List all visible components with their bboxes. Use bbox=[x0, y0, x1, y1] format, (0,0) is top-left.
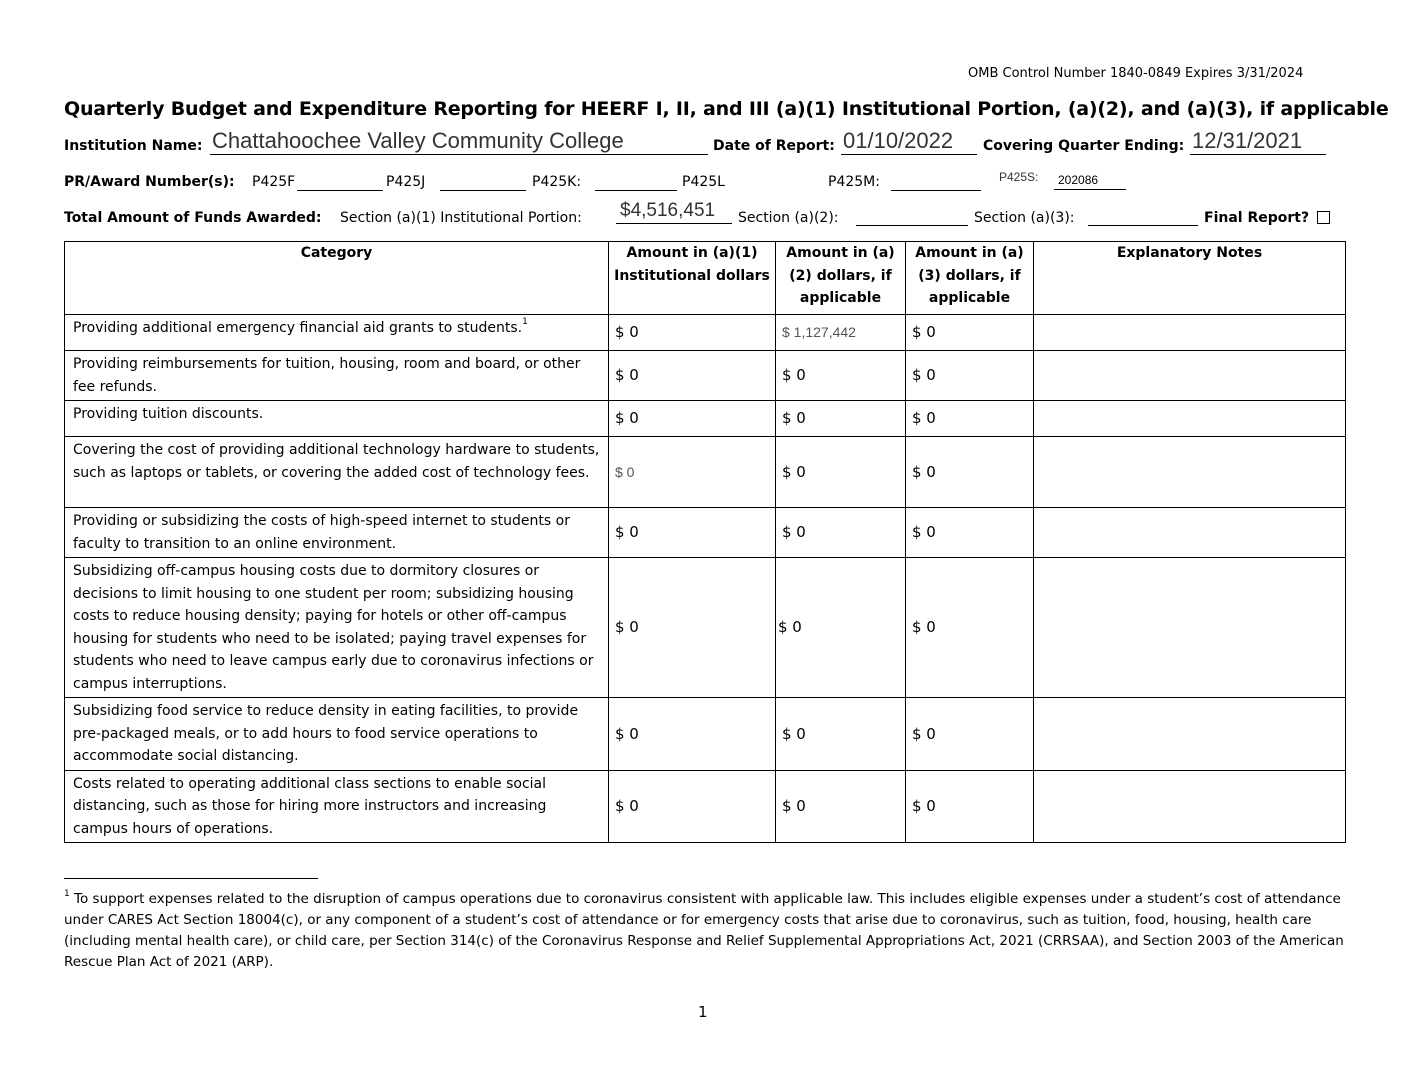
a3-amount-cell[interactable]: $ 0 bbox=[906, 770, 1034, 843]
category-cell: Subsidizing food service to reduce density in eating facilities, to provide pre-packaged meals, or to add hours to food service operations to accommodate social distancing. bbox=[65, 698, 609, 771]
institution-row bbox=[64, 128, 1344, 158]
header-a3: Amount in (a)(3) dollars, if applicable bbox=[906, 242, 1034, 315]
expenditure-table bbox=[64, 241, 1346, 843]
p425j-label: P425J bbox=[386, 174, 426, 190]
omb-control-number: OMB Control Number 1840-0849 Expires 3/31/2024 bbox=[968, 66, 1304, 81]
category-cell: Costs related to operating additional class sections to enable social distancing, such as those for hiring more instructors and increasing campus hours of operations. bbox=[65, 770, 609, 843]
footnote-text: To support expenses related to the disruption of campus operations due to coronavirus consistent with applicable law. This includes eligible expenses under a student’s cost of attendance under CARES Act Section 18004(c), or any component of a student’s cost of attendance or for emergency costs that arise due to coronavirus, such as tuition, food, housing, health care (including mental health care), or child care, per Section 314(c) of the Coronavirus Response and Relief Supplemental Appropriations Act, 2021 (CRRSAA), and Section 2003 of the American Rescue Plan Act of 2021 (ARP). bbox=[64, 891, 1344, 970]
category-cell: Providing reimbursements for tuition, housing, room and board, or other fee refunds. bbox=[65, 351, 609, 401]
header-a2: Amount in (a)(2) dollars, if applicable bbox=[776, 242, 906, 315]
table-row bbox=[65, 401, 1346, 437]
a3-amount-cell[interactable]: $ 0 bbox=[906, 351, 1034, 401]
a2-funds-field[interactable] bbox=[856, 225, 968, 226]
table-row bbox=[65, 770, 1346, 843]
award-label: PR/Award Number(s): bbox=[64, 174, 235, 190]
notes-cell[interactable] bbox=[1034, 698, 1346, 771]
table-header-row bbox=[65, 242, 1346, 315]
funds-label: Total Amount of Funds Awarded: bbox=[64, 210, 322, 226]
a1-amount-cell[interactable]: $ 0 bbox=[609, 351, 776, 401]
category-cell: Providing or subsidizing the costs of high-speed internet to students or faculty to transition to an online environment. bbox=[65, 508, 609, 558]
quarter-ending-label: Covering Quarter Ending: bbox=[983, 138, 1185, 154]
a3-amount-cell[interactable]: $ 0 bbox=[906, 508, 1034, 558]
institution-name-label: Institution Name: bbox=[64, 138, 203, 154]
notes-cell[interactable] bbox=[1034, 315, 1346, 351]
a1-label: Section (a)(1) Institutional Portion: bbox=[340, 210, 582, 226]
a1-amount-cell[interactable]: $ 0 bbox=[609, 698, 776, 771]
a2-amount-cell[interactable]: $ 1,127,442 bbox=[776, 315, 906, 351]
table-row bbox=[65, 508, 1346, 558]
p425j-field[interactable] bbox=[440, 190, 526, 191]
p425s-field[interactable]: 202086 bbox=[1058, 173, 1099, 187]
category-cell: Covering the cost of providing additional technology hardware to students, such as laptops or tablets, or covering the added cost of technology fees. bbox=[65, 437, 609, 508]
a3-amount-cell[interactable]: $ 0 bbox=[906, 698, 1034, 771]
p425m-label: P425M: bbox=[828, 174, 880, 190]
notes-cell[interactable] bbox=[1034, 401, 1346, 437]
quarter-ending-field[interactable]: 12/31/2021 bbox=[1192, 128, 1303, 153]
page-number: 1 bbox=[698, 1003, 708, 1021]
a2-amount-cell[interactable]: $ 0 bbox=[776, 351, 906, 401]
date-of-report-label: Date of Report: bbox=[713, 138, 835, 154]
p425k-field[interactable] bbox=[595, 190, 677, 191]
footnote bbox=[64, 889, 1348, 973]
institution-name-underline bbox=[210, 154, 708, 155]
a1-amount-cell[interactable]: $ 0 bbox=[609, 770, 776, 843]
a1-amount-cell[interactable]: $ 0 bbox=[609, 508, 776, 558]
page-title: Quarterly Budget and Expenditure Reporting for HEERF I, II, and III (a)(1) Institutional Portion, (a)(2), and (a)(3), if applicable bbox=[64, 98, 1389, 120]
a3-label: Section (a)(3): bbox=[974, 210, 1075, 226]
notes-cell[interactable] bbox=[1034, 351, 1346, 401]
p425s-label: P425S: bbox=[999, 170, 1039, 184]
award-row bbox=[64, 172, 1344, 194]
category-cell: Subsidizing off-campus housing costs due to dormitory closures or decisions to limit housing to one student per room; subsidizing housing costs to reduce housing density; paying for hotels or other off-campus housing for students who need to be isolated; paying travel expenses for students who need to leave campus early due to coronavirus infections or campus interruptions. bbox=[65, 558, 609, 698]
a1-funds-field[interactable]: $4,516,451 bbox=[620, 200, 716, 221]
category-cell: Providing tuition discounts. bbox=[65, 401, 609, 437]
header-category: Category bbox=[65, 242, 609, 315]
a2-amount-cell[interactable]: $ 0 bbox=[776, 508, 906, 558]
table-row bbox=[65, 698, 1346, 771]
notes-cell[interactable] bbox=[1034, 508, 1346, 558]
notes-cell[interactable] bbox=[1034, 558, 1346, 698]
a1-funds-underline bbox=[616, 223, 732, 224]
notes-cell[interactable] bbox=[1034, 437, 1346, 508]
footnote-marker: 1 bbox=[64, 889, 70, 899]
a2-amount-cell[interactable]: $ 0 bbox=[776, 770, 906, 843]
a2-amount-cell[interactable]: $ 0 bbox=[776, 558, 906, 698]
date-underline bbox=[841, 154, 977, 155]
a3-amount-cell[interactable]: $ 0 bbox=[906, 315, 1034, 351]
date-of-report-field[interactable]: 01/10/2022 bbox=[843, 128, 954, 153]
header-a1: Amount in (a)(1) Institutional dollars bbox=[609, 242, 776, 315]
table-row bbox=[65, 558, 1346, 698]
quarter-underline bbox=[1190, 154, 1326, 155]
a3-amount-cell[interactable]: $ 0 bbox=[906, 401, 1034, 437]
p425m-field[interactable] bbox=[891, 190, 981, 191]
a2-label: Section (a)(2): bbox=[738, 210, 839, 226]
table-row bbox=[65, 437, 1346, 508]
p425f-field[interactable] bbox=[297, 190, 383, 191]
a1-amount-cell[interactable]: $ 0 bbox=[609, 315, 776, 351]
footnote-divider bbox=[64, 878, 318, 879]
table-row bbox=[65, 315, 1346, 351]
category-cell: Providing additional emergency financial aid grants to students.$^1$ bbox=[65, 315, 609, 351]
institution-name-field[interactable]: Chattahoochee Valley Community College bbox=[212, 128, 624, 153]
a2-amount-cell[interactable]: $ 0 bbox=[776, 698, 906, 771]
a2-amount-cell[interactable]: $ 0 bbox=[776, 401, 906, 437]
funds-row bbox=[64, 200, 1344, 230]
header-notes: Explanatory Notes bbox=[1034, 242, 1346, 315]
a3-amount-cell[interactable]: $ 0 bbox=[906, 558, 1034, 698]
p425k-label: P425K: bbox=[532, 174, 582, 190]
p425l-label: P425L bbox=[682, 174, 725, 190]
a3-funds-field[interactable] bbox=[1088, 225, 1198, 226]
a1-amount-cell[interactable]: $ 0 bbox=[609, 558, 776, 698]
notes-cell[interactable] bbox=[1034, 770, 1346, 843]
final-report-label: Final Report? bbox=[1204, 210, 1310, 226]
a2-amount-cell[interactable]: $ 0 bbox=[776, 437, 906, 508]
a1-amount-cell[interactable]: $ 0 bbox=[609, 401, 776, 437]
a1-amount-cell[interactable]: $ 0 bbox=[609, 437, 776, 508]
a3-amount-cell[interactable]: $ 0 bbox=[906, 437, 1034, 508]
p425f-label: P425F bbox=[252, 174, 296, 190]
table-row bbox=[65, 351, 1346, 401]
p425s-underline bbox=[1054, 189, 1126, 190]
final-report-checkbox[interactable] bbox=[1317, 211, 1330, 224]
